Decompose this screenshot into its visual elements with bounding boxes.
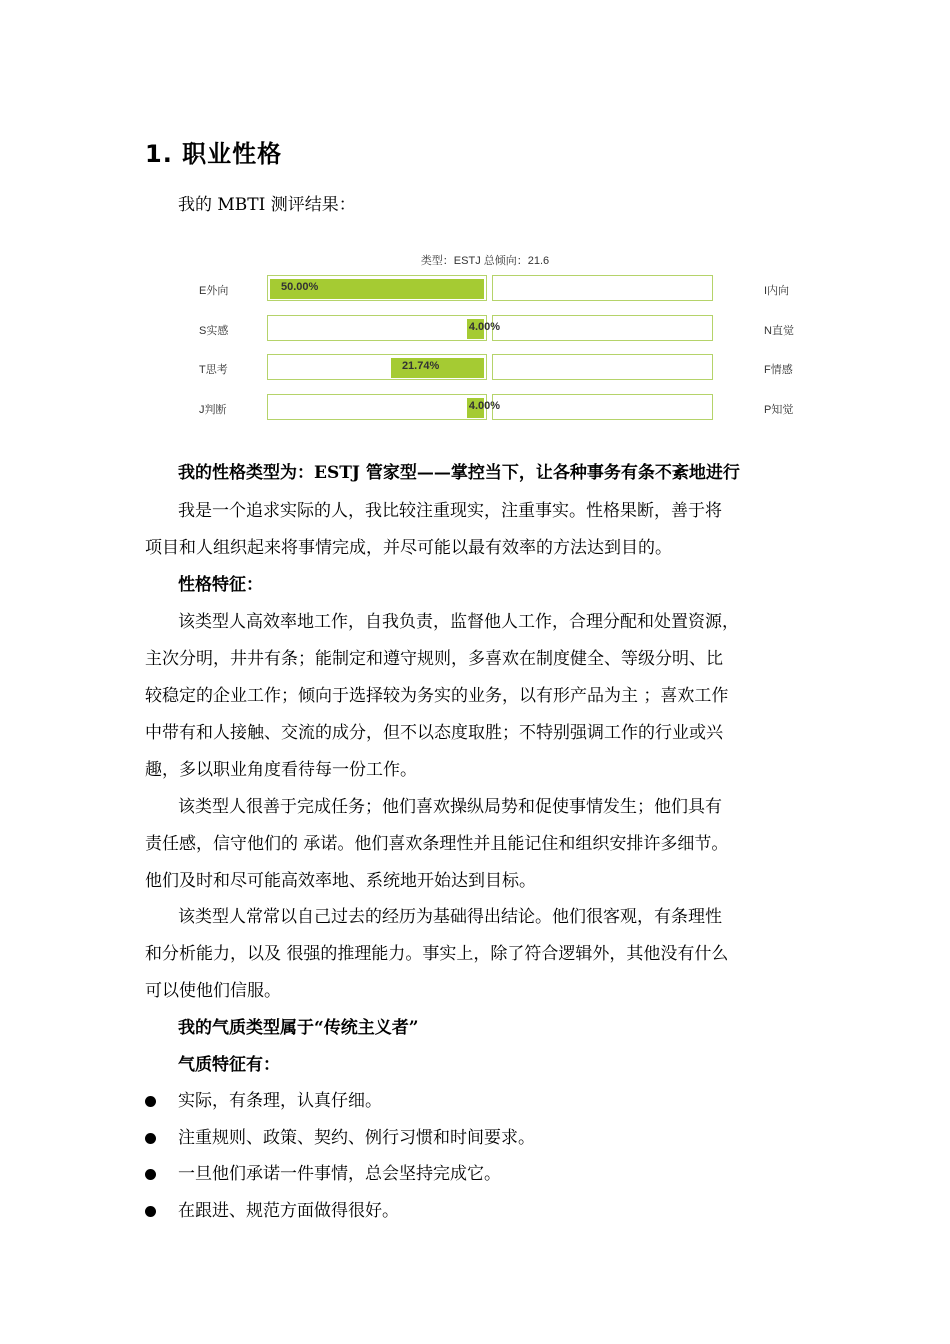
right-dimension-label: I内向 [764,285,790,297]
right-bar-track [492,354,713,380]
traits-paragraph-1: 该类型人高效率地工作，自我负责，监督他人工作，合理分配和处置资源， 主次分明，井井有条；能制定和遵守规则，多喜欢在制度健全、等级分明、比 较稳定的企业工作；倾向于选择较为务实的业务，以有形产品为主 ；喜欢工作 中带有和人接触、交流的成分，但不以态度取胜；不特别强调工作的行业或兴 趣，多以职业角度看待每一份工作。 [145,612,739,780]
bar-value-label: 4.00% [468,400,501,412]
chart-row [145,315,825,343]
left-dimension-label: S实感 [199,325,229,337]
bar-value-label: 21.74% [401,360,440,372]
right-bar-track [492,315,713,341]
traits-heading: 性格特征： [178,575,263,595]
self-description: 我是一个追求实际的人，我比较注重现实，注重事实。性格果断，善于将 项目和人组织起来将事情完成，并尽可能以最有效率的方法达到目的。 [145,501,722,558]
left-dimension-label: E外向 [199,285,229,297]
chart-title: 类型：ESTJ 总倾向：21.6 [420,255,550,267]
right-dimension-label: N直觉 [764,325,794,337]
temperament-heading: 我的气质类型属于“传统主义者” [178,1018,419,1038]
right-bar-track [492,394,713,420]
mbti-intro: 我的 MBTI 测评结果： [178,195,356,215]
section-title: 1. 职业性格 [145,140,283,168]
left-bar-track [267,354,487,380]
bar-value-label: 4.00% [468,321,501,333]
traits-paragraph-2: 该类型人很善于完成任务；他们喜欢操纵局势和促使事情发生；他们具有 责任感，信守他们的 承诺。他们喜欢条理性并且能记住和组织安排许多细节。 他们及时和尽可能高效率地、系统地开始达到目标。 [145,797,729,891]
bar-value-label: 50.00% [281,281,319,293]
left-dimension-label: T思考 [199,364,228,376]
left-bar-track [267,315,487,341]
document-page: 1. 职业性格 我的 MBTI 测评结果： 类型：ESTJ 总倾向：21.6 E外向 50.00% I内向 S实感 4.00% N直觉 T思考 21.74% F情感 J判断 4.00% P知觉 我的性格类型为：ESTJ 管家型——掌控当下，让各种事务有条不紊地进行 我是一个追求实际的人，我比较注重现实，注重事实。性格果断，善于将 项目和人组织起来将事情完成，并尽可能以最有效率的方法达到目的。 性格特征： 该类型人高效率地工作，自我负责，监督他人工作，合理分配和处置资源， 主次分明，井井有条；能制定和遵守规则，多喜欢在制度健全、等级分明、比 较稳定的企业工作；倾向于选择较为务实的业务，以有形产品为主 ；喜欢工作 中带有和人接触、交流的成分，但不以态度取胜；不特别强调工作的行业或兴 趣，多以职业角度看待每一份工作。 该类型人很善于完成任务；他们喜欢操纵局势和促使事情发生；他们具有 责任感，信守他们的 承诺。他们喜欢条理性并且能记住和组织安排许多细节。 他们及时和尽可能高效率地、系统地开始达到目标。 该类型人常常以自己过去的经历为基础得出结论。他们很客观，有条理性 和分析能力，以及 很强的推理能力。事实上，除了符合逻辑外，其他没有什么 可以使他们信服。 我的气质类型属于“传统主义者” 气质特征有： 实际，有条理，认真仔细。 注重规则、政策、契约、例行习惯和时间要求。 一旦他们承诺一件事情，总会坚持完成它。 在跟进、规范方面做得很好。 [0,0,950,1344]
chart-row [145,354,825,382]
left-bar-track [267,394,487,420]
right-dimension-label: P知觉 [764,404,794,416]
bullet-icon [145,1206,156,1217]
traits-paragraph-3: 该类型人常常以自己过去的经历为基础得出结论。他们很客观，有条理性 和分析能力，以及 很强的推理能力。事实上，除了符合逻辑外，其他没有什么 可以使他们信服。 [145,907,729,1001]
chart-row [145,275,825,303]
type-heading: 我的性格类型为：ESTJ 管家型——掌控当下，让各种事务有条不紊地进行 [178,463,740,483]
right-bar-track [492,275,713,301]
left-dimension-label: J判断 [199,404,227,416]
bullet-icon [145,1133,156,1144]
mbti-chart [145,248,825,428]
bullet-icon [145,1169,156,1180]
bullet-icon [145,1096,156,1107]
temperament-subheading: 气质特征有： [178,1055,280,1075]
chart-row [145,394,825,422]
right-dimension-label: F情感 [764,364,793,376]
